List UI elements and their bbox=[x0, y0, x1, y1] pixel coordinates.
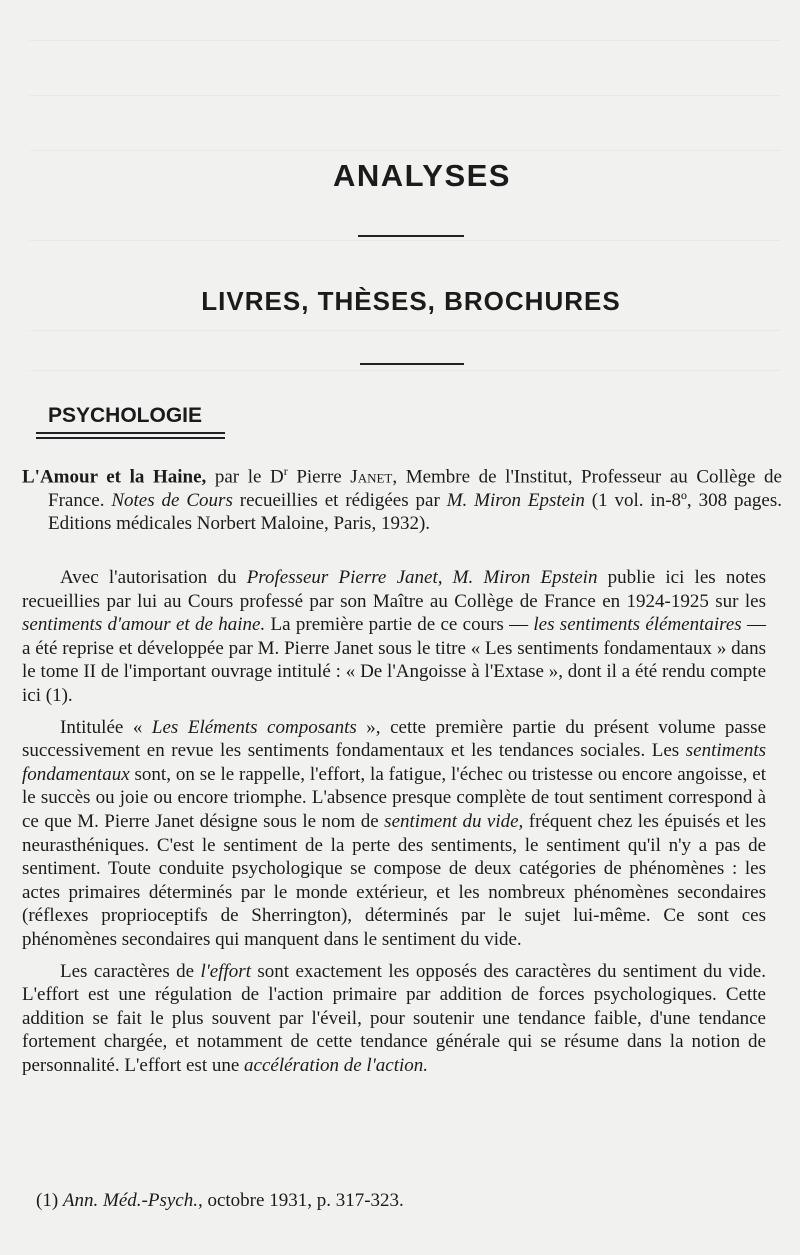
book-title: L'Amour et la Haine, bbox=[22, 466, 207, 488]
title-divider bbox=[358, 235, 464, 237]
section-heading: PSYCHOLOGIE bbox=[48, 404, 203, 427]
bibliographic-reference: L'Amour et la Haine, par le $D^r$ Pierre Janet, Membre de l'Institut, Professeur au Collège de France. Notes de Cours recueillies et rédigées par M. Miron Epstein (1 vol. in-8º, 308 pages. Editions médicales Norbert Maloine, Paris, 1932). bbox=[22, 464, 782, 535]
section-underline bbox=[36, 432, 225, 434]
paragraph-2: Intitulée « Les Eléments composants », cette première partie du présent volume passe successivement en revue les sentiments fondamentaux et les tendances sociales. Les sentiments fondamentaux sont, on se le rappelle, l'effort, la fatigue, l'échec ou tristesse ou encore angoisse, et le succès ou joie ou encore triomphe. L'absence presque complète de tout sentiment correspond à ce que M. Pierre Janet désigne sous le nom de sentiment du vide, fréquent chez les épuisés et les neurasthéniques. C'est le sentiment de la perte des sentiments, le sentiment qu'il n'y a pas de sentiment. Toute conduite psychologique se compose de deux catégories de phénomènes : les actes primaires déterminés par le monde extérieur, et les nombreux phénomènes secondaires (réflexes proprioceptifs de Sherrington), déterminés par le sujet lui-même. Ce sont ces phénomènes secondaires qui manquent dans le sentiment du vide. bbox=[22, 716, 767, 950]
subtitle-divider bbox=[360, 363, 464, 365]
section-underline-double bbox=[36, 437, 225, 439]
page-title: ANALYSES bbox=[333, 158, 511, 193]
page-subtitle: LIVRES, THÈSES, BROCHURES bbox=[201, 286, 621, 316]
paragraph-3: Les caractères de l'effort sont exactement les opposés des caractères du sentiment du vide. L'effort est une régulation de l'action primaire par addition de forces psychologiques. Cette addition se fait le plus souvent par l'éveil, pour soutenir une tendance faible, d'une tendance fortement chargée, et notamment de cette tendance générale qui se résume dans la notion de personnalité. L'effort est une accélération de l'action. bbox=[22, 960, 766, 1076]
footnote: (1) Ann. Méd.-Psych., octobre 1931, p. 317-323. bbox=[36, 1190, 404, 1211]
paragraph-1: Avec l'autorisation du Professeur Pierre Janet, M. Miron Epstein publie ici les notes recueillies par lui au Cours professé par son Maître au Collège de France en 1924-1925 sur les sentiments d'amour et de haine. La première partie de ce cours — les sentiments élémentaires — a été reprise et développée par M. Pierre Janet sous le titre « Les sentiments fondamentaux » dans le tome II de l'important ouvrage intitulé : « De l'Angoisse à l'Extase », dont il a été rendu compte ici (1). bbox=[22, 567, 766, 706]
review-body bbox=[22, 566, 766, 1085]
editor-name: M. Miron Epstein bbox=[446, 489, 585, 511]
journal-name: Ann. Méd.-Psych., bbox=[62, 1190, 203, 1211]
author-name: Janet bbox=[350, 466, 393, 488]
